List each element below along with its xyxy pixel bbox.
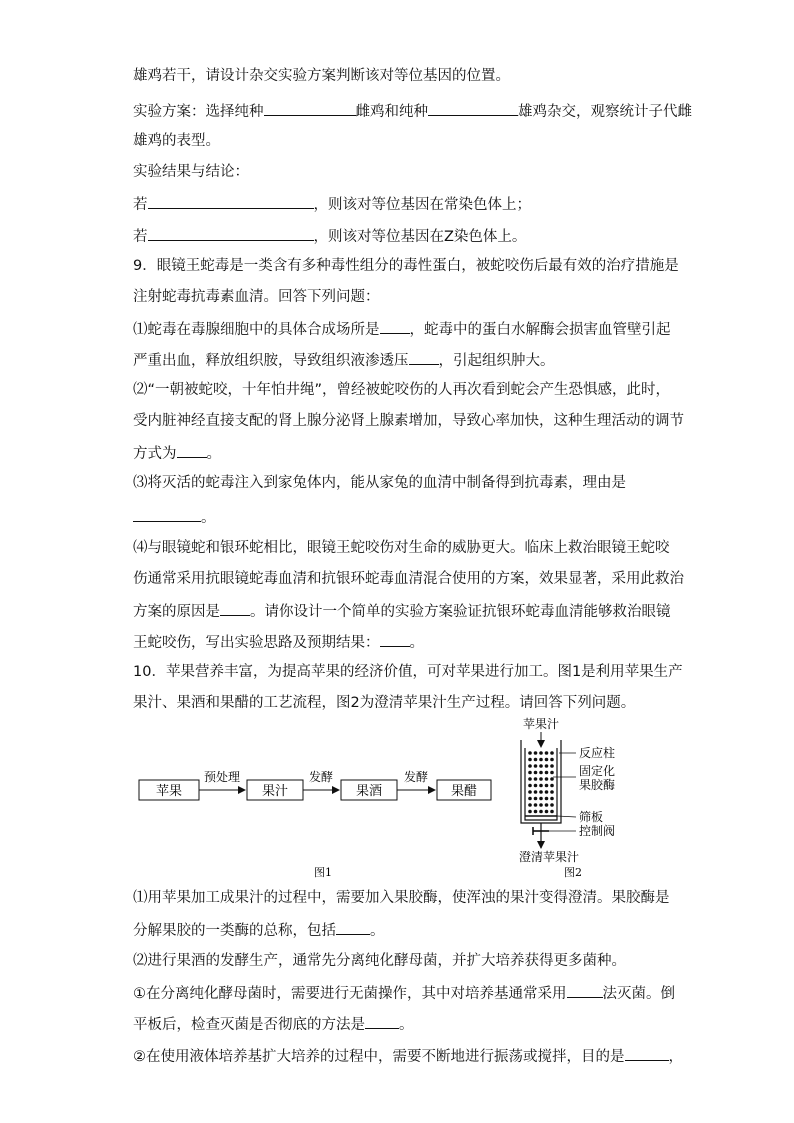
enzyme-bead — [539, 771, 543, 775]
enzyme-bead — [539, 784, 543, 788]
text-segment: 分解果胶的一类酶的总称，包括 — [133, 923, 336, 939]
enzyme-bead — [539, 751, 543, 755]
flow-box-wine-label: 果酒 — [355, 784, 383, 799]
text-line — [133, 318, 671, 340]
enzyme-bead — [545, 810, 549, 814]
enzyme-bead — [528, 803, 532, 807]
label-immobilized: 固定化 — [579, 764, 616, 778]
text-segment: 。 — [409, 635, 424, 651]
enzyme-bead — [545, 758, 549, 762]
text-line — [133, 982, 675, 1004]
figures-area — [133, 715, 673, 880]
enzyme-bead — [539, 764, 543, 768]
enzyme-bead — [550, 784, 554, 788]
answer-blank[interactable] — [264, 100, 356, 116]
answer-blank[interactable] — [380, 318, 410, 334]
text-line: ⑶将灭活的蛇毒注入到家兔体内，能从家兔的血清中制备得到抗毒素，理由是 — [133, 475, 626, 491]
text-segment: 法灭菌。倒 — [602, 986, 675, 1002]
enzyme-bead — [528, 758, 532, 762]
text-segment: 方案的原因是 — [133, 604, 220, 620]
enzyme-bead — [550, 777, 554, 781]
text-line: 注射蛇毒抗毒素血清。回答下列问题： — [133, 289, 380, 305]
enzyme-bead — [528, 810, 532, 814]
text-segment: 。请你设计一个简单的实验方案验证抗银环蛇毒血清能够救治眼镜 — [250, 604, 671, 620]
enzyme-bead — [550, 764, 554, 768]
enzyme-bead — [528, 784, 532, 788]
text-segment: 严重出血，释放组织胺，导致组织液渗透压 — [133, 353, 409, 369]
enzyme-bead — [534, 777, 538, 781]
text-segment: 。 — [399, 1017, 414, 1033]
enzyme-bead — [528, 771, 532, 775]
answer-blank[interactable] — [625, 1045, 669, 1061]
enzyme-bead — [528, 797, 532, 801]
text-line: 雄鸡的表型。 — [133, 133, 220, 149]
enzyme-bead — [550, 751, 554, 755]
text-segment: 若 — [133, 197, 148, 213]
text-line — [133, 1013, 414, 1035]
flow-box-juice-label: 果汁 — [261, 784, 289, 799]
enzyme-bead — [550, 758, 554, 762]
text-segment: 雌鸡和纯种 — [355, 104, 428, 120]
enzyme-bead — [545, 784, 549, 788]
text-segment: 雄鸡杂交，观察统计子代雌 — [518, 104, 692, 120]
figure-svg — [133, 715, 673, 880]
figure-2 — [519, 716, 615, 879]
text-line — [133, 442, 221, 464]
enzyme-bead — [534, 771, 538, 775]
enzyme-bead — [545, 790, 549, 794]
text-segment: ②在使用液体培养基扩大培养的过程中，需要不断地进行振荡或搅拌，目的是 — [133, 1049, 625, 1065]
text-segment: ，蛇毒中的蛋白水解酶会损害血管壁引起 — [409, 322, 671, 338]
enzyme-bead — [534, 790, 538, 794]
text-line: ⑵“一朝被蛇咬，十年怕井绳”，曾经被蛇咬伤的人再次看到蛇会产生恐惧感，此时， — [133, 382, 671, 398]
text-line: 伤通常采用抗眼镜蛇毒血清和抗银环蛇毒血清混合使用的方案，效果显著，采用此救治 — [133, 571, 684, 587]
figure-2-caption: 图2 — [564, 866, 582, 879]
enzyme-bead — [545, 771, 549, 775]
text-line: 实验结果与结论： — [133, 164, 249, 180]
text-segment: ，引起组织肿大。 — [438, 353, 555, 369]
text-line: ⑴用苹果加工成果汁的过程中，需要加入果胶酶，使浑浊的果汁变得澄清。果胶酶是 — [133, 890, 670, 906]
enzyme-bead — [550, 803, 554, 807]
enzyme-bead — [550, 797, 554, 801]
text-segment: ，则该对等位基因在常染色体上； — [313, 197, 531, 213]
question-9-stem: 9．眼镜王蛇毒是一类含有多种毒性组分的毒性蛋白，被蛇咬伤后最有效的治疗措施是 — [133, 258, 679, 274]
enzyme-bead — [539, 810, 543, 814]
enzyme-bead — [550, 810, 554, 814]
text-line — [133, 100, 692, 122]
text-line: 雄鸡若干，请设计杂交实验方案判断该对等位基因的位置。 — [133, 68, 510, 84]
enzyme-bead — [545, 777, 549, 781]
enzyme-bead — [539, 790, 543, 794]
enzyme-bead — [545, 764, 549, 768]
flow-box-apple-label: 苹果 — [155, 784, 183, 799]
column-output-label: 澄清苹果汁 — [518, 850, 580, 864]
label-pectinase: 果胶酶 — [579, 778, 616, 792]
enzyme-bead — [528, 764, 532, 768]
answer-blank[interactable] — [567, 982, 603, 998]
text-line — [133, 1045, 683, 1067]
text-segment: 平板后，检查灭菌是否彻底的方法是 — [133, 1017, 365, 1033]
text-segment: ， — [668, 1049, 683, 1065]
text-segment: 。 — [206, 446, 221, 462]
enzyme-bead — [528, 777, 532, 781]
enzyme-bead — [534, 758, 538, 762]
text-line — [133, 600, 671, 622]
text-segment: 方式为 — [133, 446, 177, 462]
enzyme-bead — [534, 810, 538, 814]
question-10-stem: 10．苹果营养丰富，为提高苹果的经济价值，可对苹果进行加工。图1是利用苹果生产 — [133, 664, 683, 680]
enzyme-bead — [545, 803, 549, 807]
answer-blank[interactable] — [177, 442, 207, 458]
label-reaction-column: 反应柱 — [579, 746, 616, 760]
answer-blank[interactable] — [428, 100, 518, 116]
flow-arrow-label: 发酵 — [308, 770, 334, 784]
enzyme-bead — [534, 784, 538, 788]
text-segment: 王蛇咬伤，写出实验思路及预期结果： — [133, 635, 380, 651]
enzyme-bead — [539, 797, 543, 801]
answer-blank[interactable] — [380, 631, 410, 647]
text-segment: 若 — [133, 229, 148, 245]
enzyme-bead — [528, 790, 532, 794]
flow-arrow-label: 发酵 — [403, 770, 429, 784]
enzyme-bead — [528, 751, 532, 755]
answer-blank[interactable] — [148, 225, 314, 241]
flow-arrow-label: 预处理 — [203, 770, 241, 784]
text-segment: ①在分离纯化酵母菌时，需要进行无菌操作，其中对培养基通常采用 — [133, 986, 567, 1002]
text-segment: 。 — [201, 510, 216, 526]
answer-blank[interactable] — [365, 1013, 399, 1029]
immobilized-enzyme-beads — [528, 751, 554, 813]
enzyme-bead — [550, 790, 554, 794]
text-line — [133, 193, 531, 215]
enzyme-bead — [534, 751, 538, 755]
enzyme-bead — [534, 764, 538, 768]
enzyme-bead — [545, 751, 549, 755]
text-line: 果汁、果酒和果醋的工艺流程，图2为澄清苹果汁生产过程。请回答下列问题。 — [133, 695, 636, 711]
enzyme-bead — [539, 758, 543, 762]
answer-blank[interactable] — [220, 600, 250, 616]
enzyme-bead — [534, 803, 538, 807]
label-sieve-plate: 筛板 — [579, 810, 604, 824]
figure-1 — [139, 769, 491, 879]
text-line: 受内脏神经直接支配的肾上腺分泌肾上腺素增加，导致心率加快，这种生理活动的调节 — [133, 413, 684, 429]
answer-blank[interactable] — [409, 349, 439, 365]
text-segment: ，则该对等位基因在Z染色体上。 — [313, 229, 527, 245]
text-line — [133, 506, 216, 528]
column-input-label: 苹果汁 — [522, 717, 560, 731]
text-line — [133, 919, 385, 941]
flow-box-vinegar-label: 果醋 — [450, 784, 478, 799]
text-line — [133, 631, 424, 653]
enzyme-bead — [539, 777, 543, 781]
text-line — [133, 349, 555, 371]
answer-blank[interactable] — [148, 193, 314, 209]
text-line — [133, 225, 526, 247]
answer-blank[interactable] — [336, 919, 370, 935]
text-line: ⑷与眼镜蛇和银环蛇相比，眼镜王蛇咬伤对生命的威胁更大。临床上救治眼镜王蛇咬 — [133, 540, 670, 556]
text-segment: ⑴蛇毒在毒腺细胞中的具体合成场所是 — [133, 322, 380, 338]
text-segment: 。 — [370, 923, 385, 939]
leader-line — [557, 816, 576, 817]
enzyme-bead — [545, 797, 549, 801]
text-segment: 实验方案：选择纯种 — [133, 104, 264, 120]
enzyme-bead — [550, 771, 554, 775]
enzyme-bead — [539, 803, 543, 807]
label-control-valve: 控制阀 — [579, 824, 616, 838]
figure-1-caption: 图1 — [314, 866, 332, 879]
text-line: ⑵进行果酒的发酵生产，通常先分离纯化酵母菌，并扩大培养获得更多菌种。 — [133, 953, 626, 969]
enzyme-bead — [534, 797, 538, 801]
answer-blank[interactable] — [133, 506, 201, 522]
